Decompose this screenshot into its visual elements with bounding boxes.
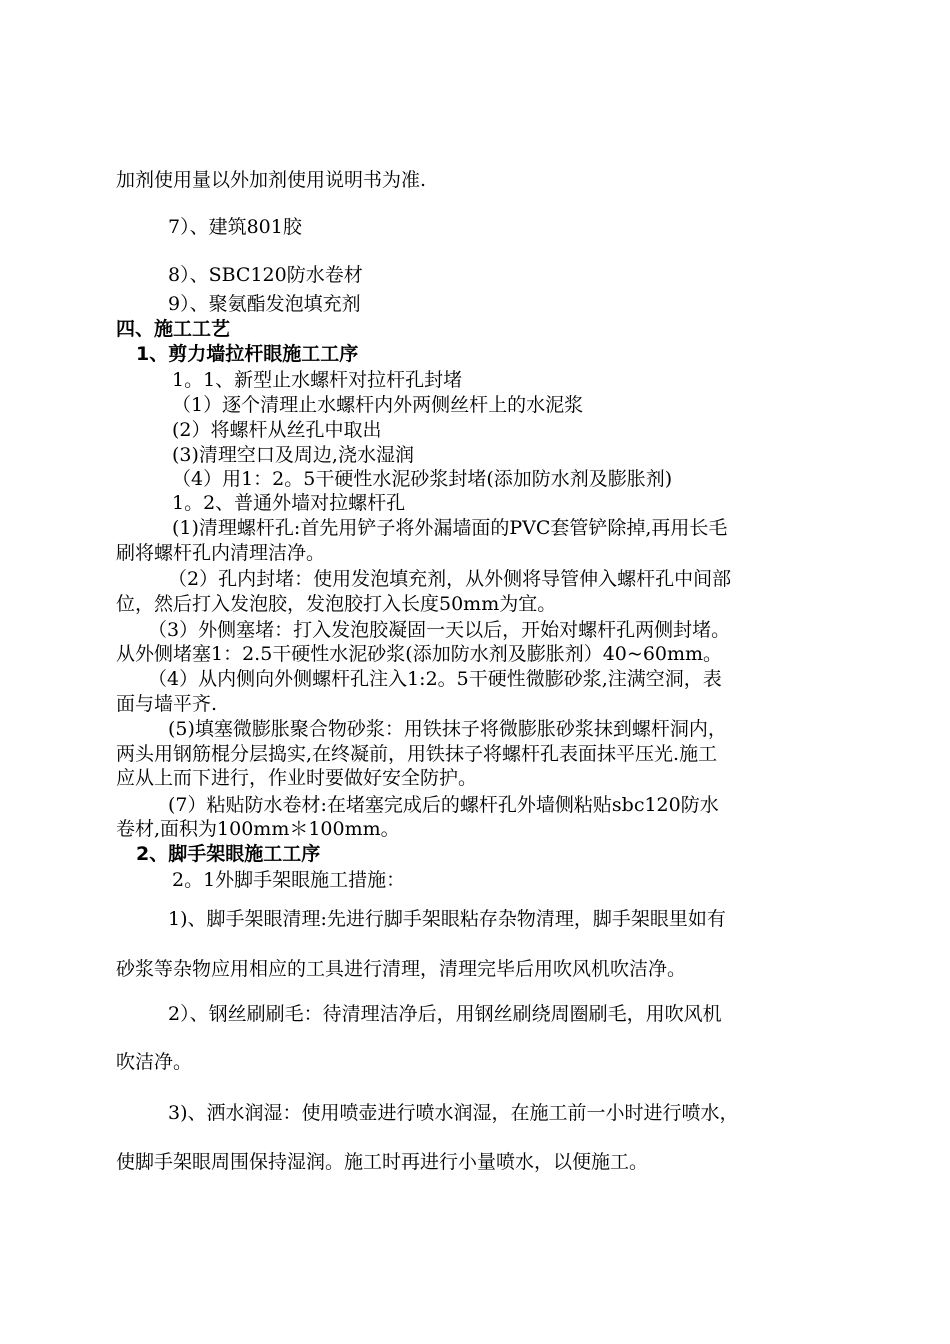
text-line: 使脚手架眼周围保持湿润。施工时再进行小量喷水，以便施工。 bbox=[116, 1151, 649, 1173]
text-line: 应从上而下进行，作业时要做好安全防护。 bbox=[116, 767, 478, 789]
text-line: (1)清理螺杆孔:首先用铲子将外漏墙面的PVC套管铲除掉,再用长毛 bbox=[172, 517, 728, 539]
text-line: (2）将螺杆从丝孔中取出 bbox=[172, 419, 382, 441]
text-line: 3)、洒水润湿：使用喷壶进行喷水润湿，在施工前一小时进行喷水， bbox=[168, 1102, 739, 1124]
text-line: （4）用1：2。5干硬性水泥砂浆封堵(添加防水剂及膨胀剂) bbox=[172, 468, 673, 490]
text-line: 2。1外脚手架眼施工措施： bbox=[172, 869, 406, 891]
subsection-heading: 2、脚手架眼施工工序 bbox=[136, 843, 321, 865]
subsection-heading: 1、剪力墙拉杆眼施工工序 bbox=[136, 343, 359, 365]
text-line: 从外侧堵塞1：2.5干硬性水泥砂浆(添加防水剂及膨胀剂）40~60mm。 bbox=[116, 643, 723, 665]
text-line: （4）从内侧向外侧螺杆孔注入1:2。5干硬性微膨砂浆,注满空洞，表 bbox=[148, 668, 722, 690]
text-line: 卷材,面积为100mm＊100mm。 bbox=[116, 818, 400, 840]
text-line: (5)填塞微膨胀聚合物砂浆：用铁抹子将微膨胀砂浆抹到螺杆洞内， bbox=[168, 718, 727, 740]
text-line: 位，然后打入发泡胶，发泡胶打入长度50mm为宜。 bbox=[116, 593, 557, 615]
text-line: （2）孔内封堵：使用发泡填充剂，从外侧将导管伸入螺杆孔中间部 bbox=[168, 568, 732, 590]
text-line: 8）、SBC120防水卷材 bbox=[168, 264, 363, 286]
text-line: 1)、脚手架眼清理:先进行脚手架眼粘存杂物清理，脚手架眼里如有 bbox=[168, 908, 726, 930]
text-line: 刷将螺杆孔内清理洁净。 bbox=[116, 542, 326, 564]
text-line: 两头用钢筋棍分层捣实,在终凝前，用铁抹子将螺杆孔表面抹平压光.施工 bbox=[116, 743, 718, 765]
text-line: （1）逐个清理止水螺杆内外两侧丝杆上的水泥浆 bbox=[172, 394, 584, 416]
text-line: (7）粘贴防水卷材:在堵塞完成后的螺杆孔外墙侧粘贴sbc120防水 bbox=[168, 794, 719, 816]
text-line: 1。2、普通外墙对拉螺杆孔 bbox=[172, 492, 406, 514]
text-line: 9）、聚氨酯发泡填充剂 bbox=[168, 293, 361, 315]
text-line: 7）、建筑801胶 bbox=[168, 216, 302, 238]
text-line: （3）外侧塞堵：打入发泡胶凝固一天以后，开始对螺杆孔两侧封堵。 bbox=[148, 619, 731, 641]
text-line: 加剂使用量以外加剂使用说明书为准. bbox=[116, 169, 427, 191]
text-line: 砂浆等杂物应用相应的工具进行清理，清理完毕后用吹风机吹洁净。 bbox=[116, 958, 687, 980]
text-line: 1。1、新型止水螺杆对拉杆孔封堵 bbox=[172, 369, 463, 391]
section-heading: 四、施工工艺 bbox=[116, 318, 231, 340]
text-line: 面与墙平齐. bbox=[116, 693, 218, 715]
text-line: (3)清理空口及周边,浇水湿润 bbox=[172, 444, 414, 466]
text-line: 2）、钢丝刷刷毛：待清理洁净后，用钢丝刷绕周圈刷毛，用吹风机 bbox=[168, 1003, 722, 1025]
text-line: 吹洁净。 bbox=[116, 1051, 193, 1073]
